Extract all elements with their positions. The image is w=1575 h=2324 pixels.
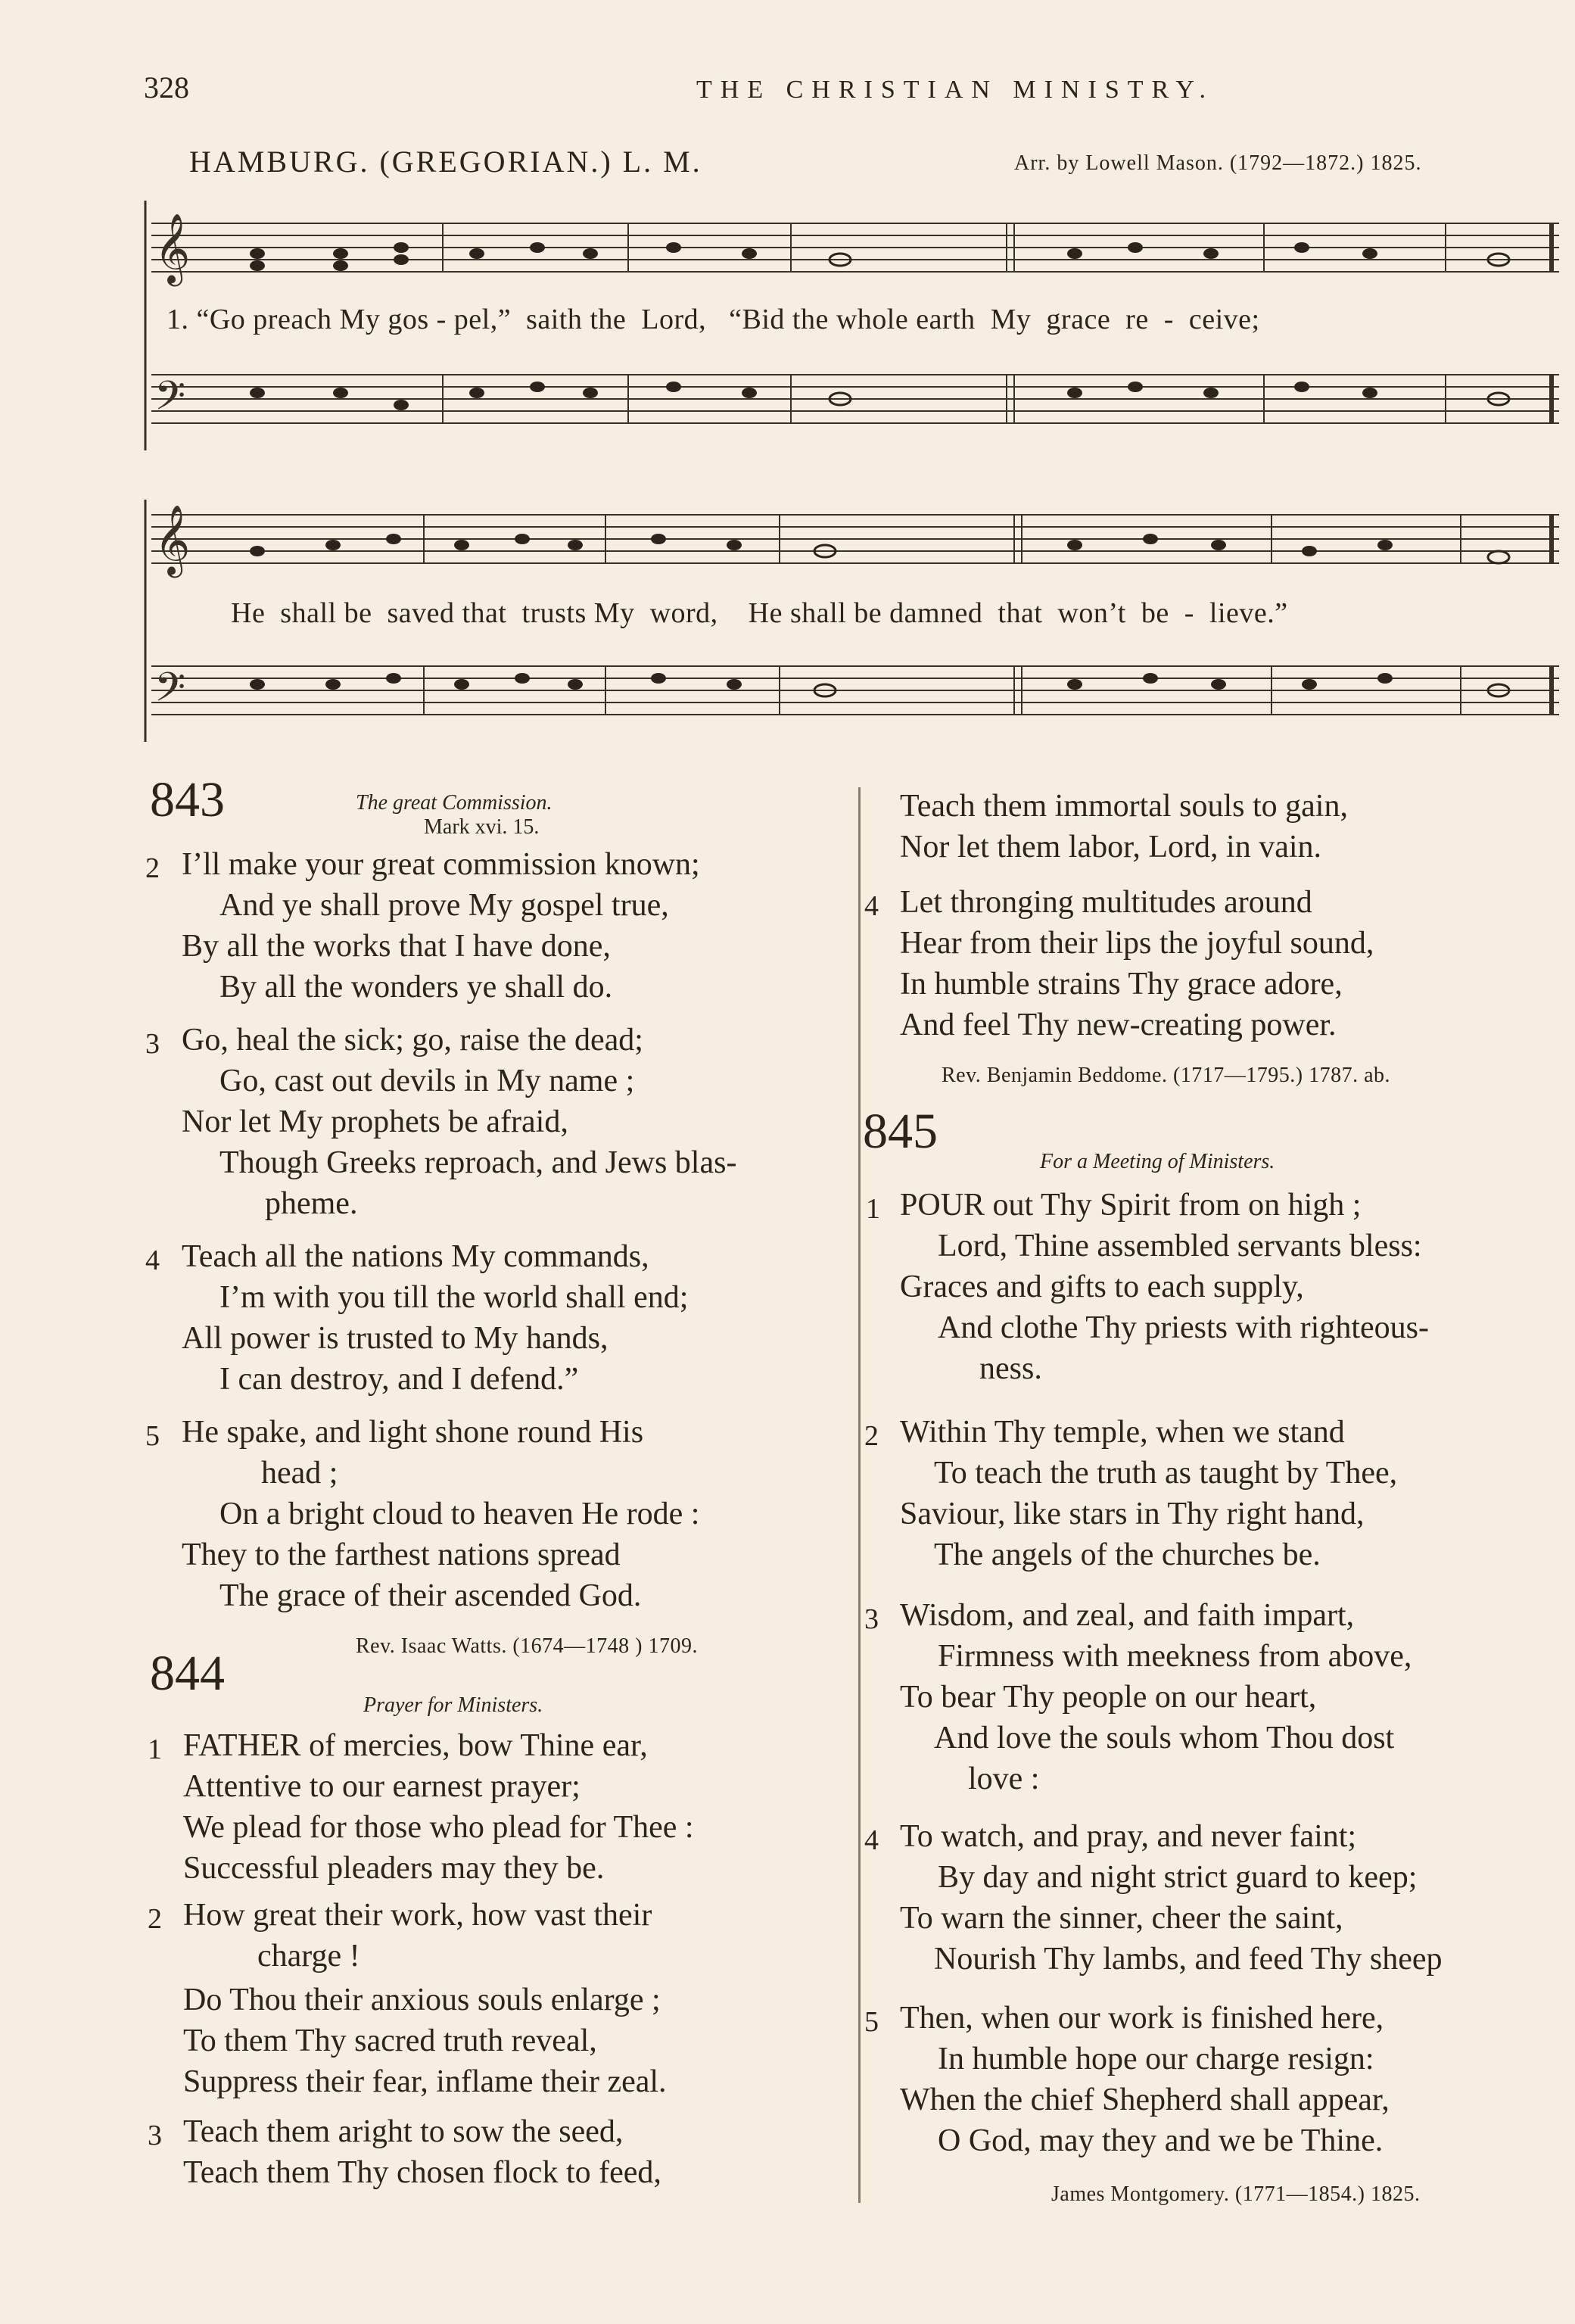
verse-line: When the chief Shepherd shall appear, <box>900 2083 1390 2117</box>
verse-line: Teach them immortal souls to gain, <box>900 789 1348 824</box>
bass-clef-icon: 𝄢 <box>154 373 186 429</box>
verse-line: Go, cast out devils in My name ; <box>219 1064 635 1098</box>
running-title: THE CHRISTIAN MINISTRY. <box>696 76 1215 104</box>
verse-line: O God, may they and we be Thine. <box>938 2123 1384 2158</box>
verse-line: pheme. <box>265 1186 358 1221</box>
verse-number: 4 <box>864 890 879 922</box>
hymn-title-844: Prayer for Ministers. <box>363 1693 543 1717</box>
verse-line: Do Thou their anxious souls enlarge ; <box>183 1983 661 2017</box>
verse-number: 4 <box>864 1824 879 1856</box>
verse-line: Hear from their lips the joyful sound, <box>900 926 1374 961</box>
treble-clef-icon: 𝄞 <box>154 504 191 575</box>
verse-line: ness. <box>979 1351 1042 1386</box>
hymn-number-845: 845 <box>863 1104 938 1159</box>
verse-line: To warn the sinner, cheer the saint, <box>900 1901 1343 1936</box>
bass-clef-icon: 𝄢 <box>154 665 186 721</box>
hymn-reference-843: Mark xvi. 15. <box>424 815 540 839</box>
verse-line: The grace of their ascended God. <box>219 1578 642 1613</box>
verse-line: On a bright cloud to heaven He rode : <box>219 1497 700 1531</box>
hymn-number-843: 843 <box>150 772 225 827</box>
verse-line: The angels of the churches be. <box>934 1537 1321 1572</box>
right-column <box>858 0 1575 2324</box>
hymn-number-844: 844 <box>150 1646 225 1701</box>
verse-line: I’m with you till the world shall end; <box>219 1280 689 1315</box>
verse-number: 1 <box>148 1734 162 1765</box>
verse-number: 3 <box>864 1603 879 1635</box>
hymn-attribution-844: Rev. Benjamin Beddome. (1717—1795.) 1787. ab. <box>942 1064 1391 1087</box>
verse-number: 2 <box>148 1903 162 1935</box>
verse-line: Teach all the nations My commands, <box>182 1239 649 1274</box>
verse-line: Firmness with meekness from above, <box>938 1639 1412 1674</box>
verse-line: And feel Thy new-creating power. <box>900 1008 1337 1042</box>
verse-line: By day and night strict guard to keep; <box>938 1860 1418 1895</box>
hymn-attribution-845: James Montgomery. (1771—1854.) 1825. <box>1051 2182 1421 2206</box>
verse-line: To watch, and pray, and never faint; <box>900 1819 1357 1854</box>
verse-line: Lord, Thine assembled servants bless: <box>938 1229 1422 1263</box>
verse-number: 3 <box>148 2120 162 2151</box>
verse-line: Nor let My prophets be afraid, <box>182 1104 568 1139</box>
verse-line: To them Thy sacred truth reveal, <box>183 2023 597 2058</box>
verse-line: To teach the truth as taught by Thee, <box>934 1456 1398 1491</box>
verse-line: And ye shall prove My gospel true, <box>219 888 669 923</box>
verse-number: 2 <box>145 852 160 884</box>
verse-line: And clothe Thy priests with righteous- <box>938 1310 1429 1345</box>
verse-line: By all the wonders ye shall do. <box>219 970 613 1005</box>
verse-line: Nor let them labor, Lord, in vain. <box>900 830 1322 864</box>
verse-line: Teach them Thy chosen flock to feed, <box>183 2155 661 2190</box>
verse-line: Graces and gifts to each supply, <box>900 1269 1304 1304</box>
verse-line: love : <box>968 1762 1040 1796</box>
verse-line: I can destroy, and I defend.” <box>219 1362 579 1397</box>
hymn-attribution-843: Rev. Isaac Watts. (1674—1748 ) 1709. <box>356 1634 698 1658</box>
page-number: 328 <box>144 70 189 104</box>
verse-number: 1 <box>866 1193 880 1225</box>
hymn-title-845: For a Meeting of Ministers. <box>1040 1150 1275 1173</box>
verse-number: 5 <box>145 1420 160 1452</box>
verse-line: They to the farthest nations spread <box>182 1537 621 1572</box>
verse-line: He spake, and light shone round His <box>182 1415 644 1450</box>
verse-line: I’ll make your great commission known; <box>182 847 700 882</box>
verse-line: POUR out Thy Spirit from on high ; <box>900 1188 1362 1223</box>
verse-line: By all the works that I have done, <box>182 929 611 964</box>
verse-line: To bear Thy people on our heart, <box>900 1680 1317 1715</box>
hymn-title-843: The great Commission. <box>356 791 552 815</box>
verse-line: Then, when our work is finished here, <box>900 2001 1384 2036</box>
tune-arranger: Arr. by Lowell Mason. (1792—1872.) 1825. <box>1014 151 1422 175</box>
verse-line: Attentive to our earnest prayer; <box>183 1769 581 1804</box>
verse-line: We plead for those who plead for Thee : <box>183 1810 694 1845</box>
verse-line: Suppress their fear, inflame their zeal. <box>183 2064 667 2099</box>
verse-number: 2 <box>864 1420 879 1452</box>
verse-line: Nourish Thy lambs, and feed Thy sheep <box>934 1942 1443 1977</box>
verse-line: How great their work, how vast their <box>183 1898 652 1933</box>
verse-line: All power is trusted to My hands, <box>182 1321 609 1356</box>
verse-line: And love the souls whom Thou dost <box>934 1721 1395 1755</box>
verse-line: In humble strains Thy grace adore, <box>900 967 1343 1002</box>
verse-line: In humble hope our charge resign: <box>938 2042 1374 2076</box>
verse-line: Go, heal the sick; go, raise the dead; <box>182 1023 643 1058</box>
verse-line: head ; <box>261 1456 338 1491</box>
music-lyric-line-2: He shall be saved that trusts My word, He shall be damned that won’t be - lieve.” <box>231 597 1288 629</box>
verse-number: 3 <box>145 1028 160 1060</box>
verse-line: Teach them aright to sow the seed, <box>183 2114 624 2149</box>
verse-number: 5 <box>864 2006 879 2038</box>
tune-name: HAMBURG. (GREGORIAN.) L. M. <box>189 145 702 179</box>
verse-line: Successful pleaders may they be. <box>183 1851 605 1886</box>
verse-line: charge ! <box>257 1939 360 1974</box>
verse-line: Though Greeks reproach, and Jews blas- <box>219 1145 737 1180</box>
verse-line: FATHER of mercies, bow Thine ear, <box>183 1728 648 1763</box>
verse-line: Let thronging multitudes around <box>900 885 1312 920</box>
verse-line: Within Thy temple, when we stand <box>900 1415 1345 1450</box>
music-lyric-line-1: 1. “Go preach My gos - pel,” saith the Lord, “Bid the whole earth My grace re - ceive; <box>167 304 1260 335</box>
verse-number: 4 <box>145 1245 160 1276</box>
treble-clef-icon: 𝄞 <box>154 213 191 283</box>
verse-line: Saviour, like stars in Thy right hand, <box>900 1497 1365 1531</box>
verse-line: Wisdom, and zeal, and faith impart, <box>900 1598 1355 1633</box>
